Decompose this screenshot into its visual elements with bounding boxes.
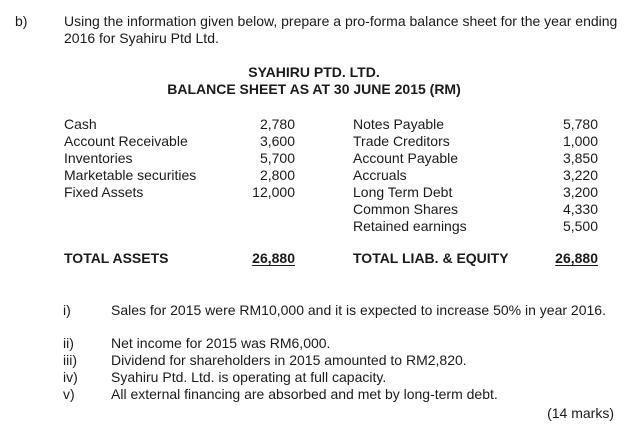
liability-value: 1,000: [562, 133, 598, 149]
liabilities-labels: [353, 116, 533, 235]
liability-value: 3,850: [562, 150, 598, 166]
liability-value: 5,500: [562, 218, 598, 234]
company-title: SYAHIRU PTD. LTD.: [248, 64, 380, 80]
liability-label: Long Term Debt: [353, 184, 453, 200]
total-assets-value: 26,880: [252, 250, 295, 266]
total-liab-label: TOTAL LIAB. & EQUITY: [353, 250, 509, 266]
liability-value: 3,200: [562, 184, 598, 200]
asset-value: 5,700: [259, 150, 295, 166]
note-text: Dividend for shareholders in 2015 amounted to RM2,820.: [111, 352, 467, 368]
liability-label: Common Shares: [353, 201, 459, 217]
asset-value: 12,000: [252, 184, 295, 200]
note-text: Sales for 2015 were RM10,000 and it is expected to increase 50% in year 2016.: [111, 302, 606, 318]
asset-label: Fixed Assets: [64, 184, 144, 200]
liability-value: 5,780: [562, 116, 598, 132]
note-text: All external financing are absorbed and met by long-term debt.: [111, 386, 498, 402]
note-number: ii): [63, 335, 74, 351]
liability-value: 4,330: [562, 201, 598, 217]
note-number: i): [63, 302, 71, 318]
note-number: iv): [63, 369, 78, 385]
liability-label: Accruals: [353, 167, 407, 183]
asset-value: 2,780: [259, 116, 295, 132]
asset-value: 2,800: [259, 167, 295, 183]
note-text: Syahiru Ptd. Ltd. is operating at full capacity.: [111, 369, 387, 385]
total-assets-label: TOTAL ASSETS: [64, 250, 169, 266]
liability-label: Account Payable: [353, 150, 459, 166]
total-liab-value: 26,880: [555, 250, 598, 266]
assets-labels: [64, 116, 234, 201]
assets-values: [230, 116, 295, 201]
note-number: iii): [63, 352, 77, 368]
liabilities-values: [530, 116, 598, 235]
liability-label: Trade Creditors: [353, 133, 450, 149]
asset-label: Inventories: [64, 150, 133, 166]
liability-label: Retained earnings: [353, 218, 467, 234]
liability-label: Notes Payable: [353, 116, 445, 132]
sheet-title: BALANCE SHEET AS AT 30 JUNE 2015 (RM): [167, 81, 461, 97]
note-text: Net income for 2015 was RM6,000.: [111, 335, 331, 351]
asset-label: Marketable securities: [64, 167, 197, 183]
marks-label: (14 marks): [547, 405, 614, 421]
asset-label: Cash: [64, 116, 97, 132]
liability-value: 3,220: [562, 167, 598, 183]
instruction-text: Using the information given below, prepare a pro-forma balance sheet for the year ending 2016 for Syahiru Ptd Ltd.: [64, 13, 618, 46]
asset-value: 3,600: [259, 133, 295, 149]
asset-label: Account Receivable: [64, 133, 188, 149]
question-label: b): [15, 13, 28, 29]
note-number: v): [63, 386, 75, 402]
